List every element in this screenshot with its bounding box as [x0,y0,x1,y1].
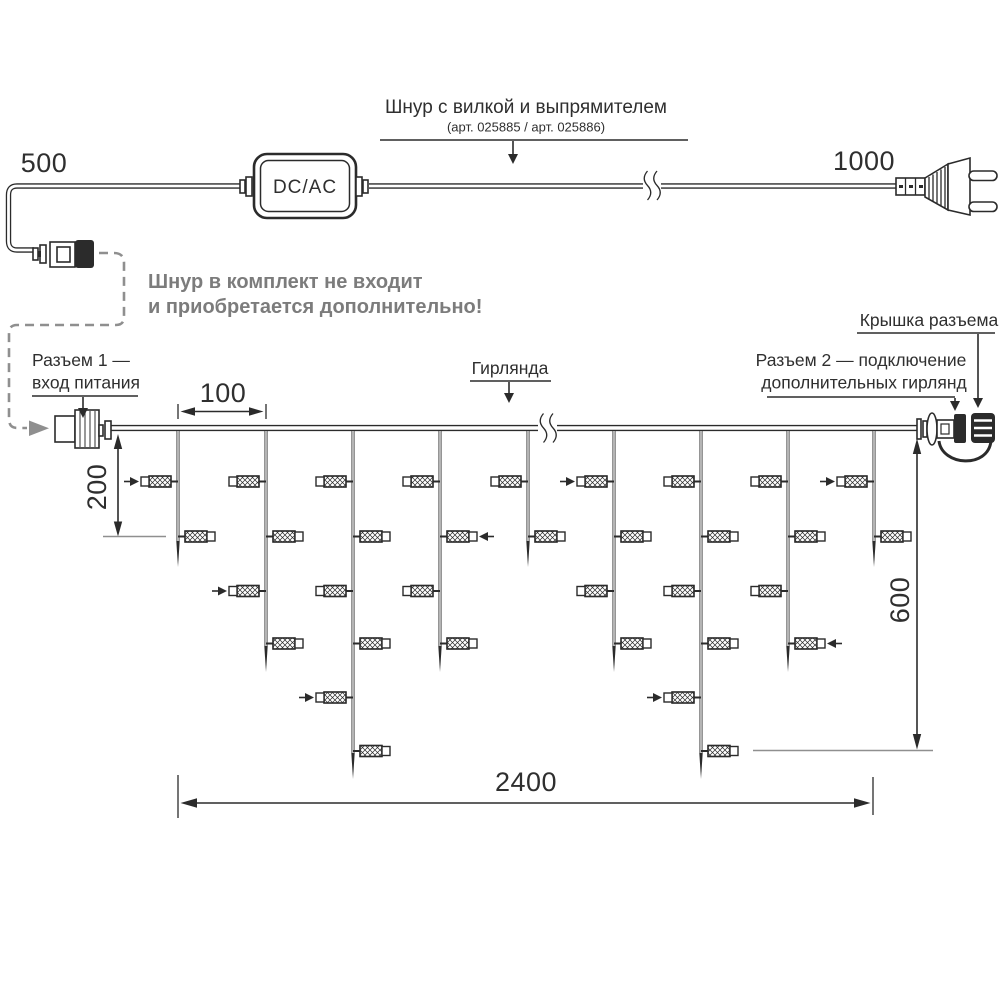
dim-200-label: 200 [82,463,112,511]
garland-drops [124,431,911,779]
lamp-icon [664,586,701,597]
connector-1-label-line2: вход питания [32,372,140,393]
lamp-icon [701,531,738,542]
power-cord-right [369,171,896,200]
lamp-icon [212,586,266,597]
dim-500-label: 500 [20,148,68,178]
lamp-icon [751,586,788,597]
lamp-icon [528,531,565,542]
lamp-icon [403,586,440,597]
lamp-icon [491,476,528,487]
power-cord-connector [33,240,94,268]
lamp-icon [614,638,651,649]
connector-2-label-line2: дополнительных гирлянд [761,372,967,393]
lamp-icon [701,746,738,757]
garland-drop [751,431,842,672]
power-cord-left [9,186,251,250]
lamp-icon [577,586,614,597]
lamp-icon [266,531,303,542]
lamp-icon [266,638,303,649]
lamp-icon [560,476,614,487]
garland-drop [820,431,911,567]
lamp-icon [124,476,178,487]
garland-drop [299,431,390,779]
lamp-icon [229,476,266,487]
lamp-icon [316,586,353,597]
garland-drop [212,431,303,672]
garland-drop [647,431,738,779]
lamp-icon [403,476,440,487]
lamp-pointer-icon [218,587,227,596]
garland-drop [491,431,565,567]
drop-tip-icon [786,646,789,672]
lamp-pointer-icon [827,639,836,648]
drop-tip-icon [872,541,875,567]
garland-label: Гирлянда [471,358,549,378]
connector-1-label-group [32,350,140,418]
dashed-arrowhead-icon [29,421,49,437]
garland-wire-break-icon [538,414,557,443]
dim-100 [178,378,266,419]
lamp-pointer-icon [305,693,314,702]
connector-2-body [954,414,966,443]
dim-600-label: 600 [885,576,915,624]
lamp-icon [353,638,390,649]
dim-2400 [178,767,873,818]
drop-tip-icon [612,646,615,672]
drop-tip-icon [351,753,354,779]
dim-1000-label: 1000 [832,146,896,176]
lamp-icon [440,531,494,542]
lamp-pointer-icon [826,477,835,486]
dim-2400-label: 2400 [494,767,558,797]
drop-tip-icon [438,646,441,672]
garland-drop [560,431,651,672]
lamp-icon [820,476,874,487]
garland-drop [124,431,215,567]
lamp-pointer-icon [653,693,662,702]
power-plug-icon [896,158,997,215]
lamp-icon [440,638,477,649]
lamp-icon [353,531,390,542]
garland-drop [403,431,494,672]
dashed-route [9,253,124,436]
lamp-icon [664,476,701,487]
drop-tip-icon [264,646,267,672]
garland-connector-2 [917,413,995,461]
lamp-icon [299,692,353,703]
dim-100-label: 100 [199,378,247,408]
cord-label: Шнур с вилкой и выпрямителем [385,97,667,118]
lamp-icon [874,531,911,542]
lamp-icon [788,638,842,649]
cap-label: Крышка разъема [859,310,999,330]
lamp-icon [353,746,390,757]
drop-tip-icon [176,541,179,567]
lamp-icon [614,531,651,542]
note-line2: и приобретается дополнительно! [148,296,483,318]
lamp-icon [701,638,738,649]
lamp-icon [788,531,825,542]
lamp-icon [647,692,701,703]
connector-cap [971,413,995,443]
connector-1-label-line1: Разъем 1 — [32,350,130,370]
lamp-pointer-icon [566,477,575,486]
lamp-icon [751,476,788,487]
connector-2-label-line1: Разъем 2 — подключение [755,350,967,370]
lamp-icon [178,531,215,542]
cord-label-leader [380,140,688,164]
lamp-pointer-icon [130,477,139,486]
lamp-icon [316,476,353,487]
connector-2-label-group [756,350,967,411]
adapter-label: DC/AC [272,177,338,198]
dc-ac-adapter [240,154,368,218]
cap-tether-wire [939,441,991,461]
drop-tip-icon [699,753,702,779]
garland-label-group [470,358,551,403]
lamp-pointer-icon [479,532,488,541]
drop-tip-icon [526,541,529,567]
note-line1: Шнур в комплект не входит [148,271,423,293]
cord-sublabel: (арт. 025885 / арт. 025886) [446,119,606,135]
